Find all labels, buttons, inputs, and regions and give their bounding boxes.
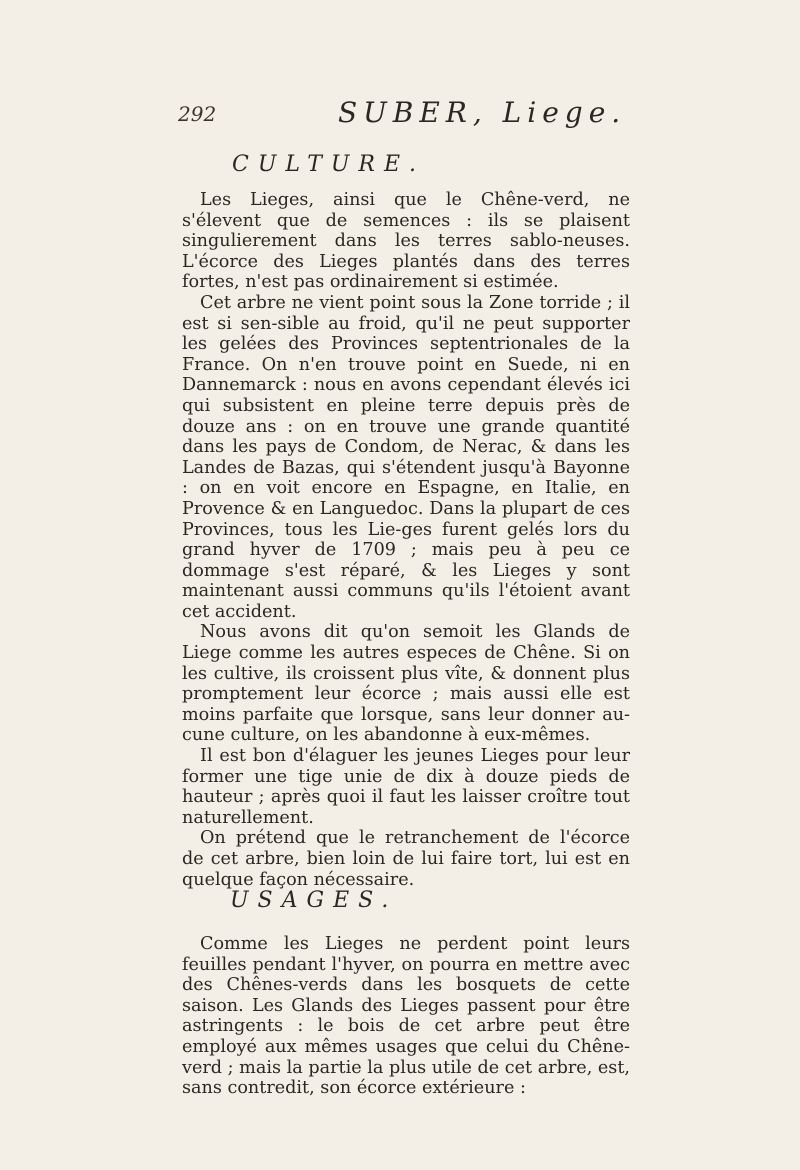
paragraph: Les Lieges, ainsi que le Chêne-verd, ne s'élevent que de semences : ils se plaisent singulierement dans les terres sablo-neuses. L'écorce des Lieges plantés dans des terres fortes, n'est pas ordinairement si estimée. bbox=[182, 190, 630, 293]
paragraph: Comme les Lieges ne perdent point leurs feuilles pendant l'hyver, on pourra en mettre avec des Chênes-verds dans les bosquets de cette saison. Les Glands des Lieges passent pour être astringents : le bois de cet arbre peut être employé aux mêmes usages que celui du Chêne-verd ; mais la partie la plus utile de cet arbre, est, sans contredit, son écorce extérieure : bbox=[182, 934, 630, 1099]
culture-heading: CULTURE. bbox=[232, 152, 426, 177]
usages-heading: USAGES. bbox=[230, 888, 398, 913]
page-header bbox=[178, 96, 678, 136]
page-number: 292 bbox=[178, 102, 217, 126]
culture-section-text bbox=[182, 190, 630, 890]
running-title: SUBER, Liege. bbox=[338, 96, 627, 129]
usages-section-text bbox=[182, 934, 630, 1099]
paragraph: Cet arbre ne vient point sous la Zone torride ; il est si sen-sible au froid, qu'il ne peut supporter les gelées des Provinces septentrionales de la France. On n'en trouve point en Suede, ni en Dannemarck : nous en avons cependant élevés ici qui subsistent en pleine terre depuis près de douze ans : on en trouve une grande quantité dans les pays de Condom, de Nerac, & dans les Landes de Bazas, qui s'étendent jusqu'à Bayonne : on en voit encore en Espagne, en Italie, en Provence & en Languedoc. Dans la plupart de ces Provinces, tous les Lie-ges furent gelés lors du grand hyver de 1709 ; mais peu à peu ce dommage s'est réparé, & les Lieges y sont maintenant aussi communs qu'ils l'étoient avant cet accident. bbox=[182, 292, 630, 622]
paragraph: Il est bon d'élaguer les jeunes Lieges pour leur former une tige unie de dix à douze pieds de hauteur ; après quoi il faut les laisser croître tout naturellement. bbox=[182, 746, 630, 828]
paragraph: Nous avons dit qu'on semoit les Glands de Liege comme les autres especes de Chêne. Si on les cultive, ils croissent plus vîte, & donnent plus promptement leur écorce ; mais aussi elle est moins parfaite que lorsque, sans leur donner au-cune culture, on les abandonne à eux-mêmes. bbox=[182, 622, 630, 746]
paragraph: On prétend que le retranchement de l'écorce de cet arbre, bien loin de lui faire tort, lui est en quelque façon nécessaire. bbox=[182, 828, 630, 890]
